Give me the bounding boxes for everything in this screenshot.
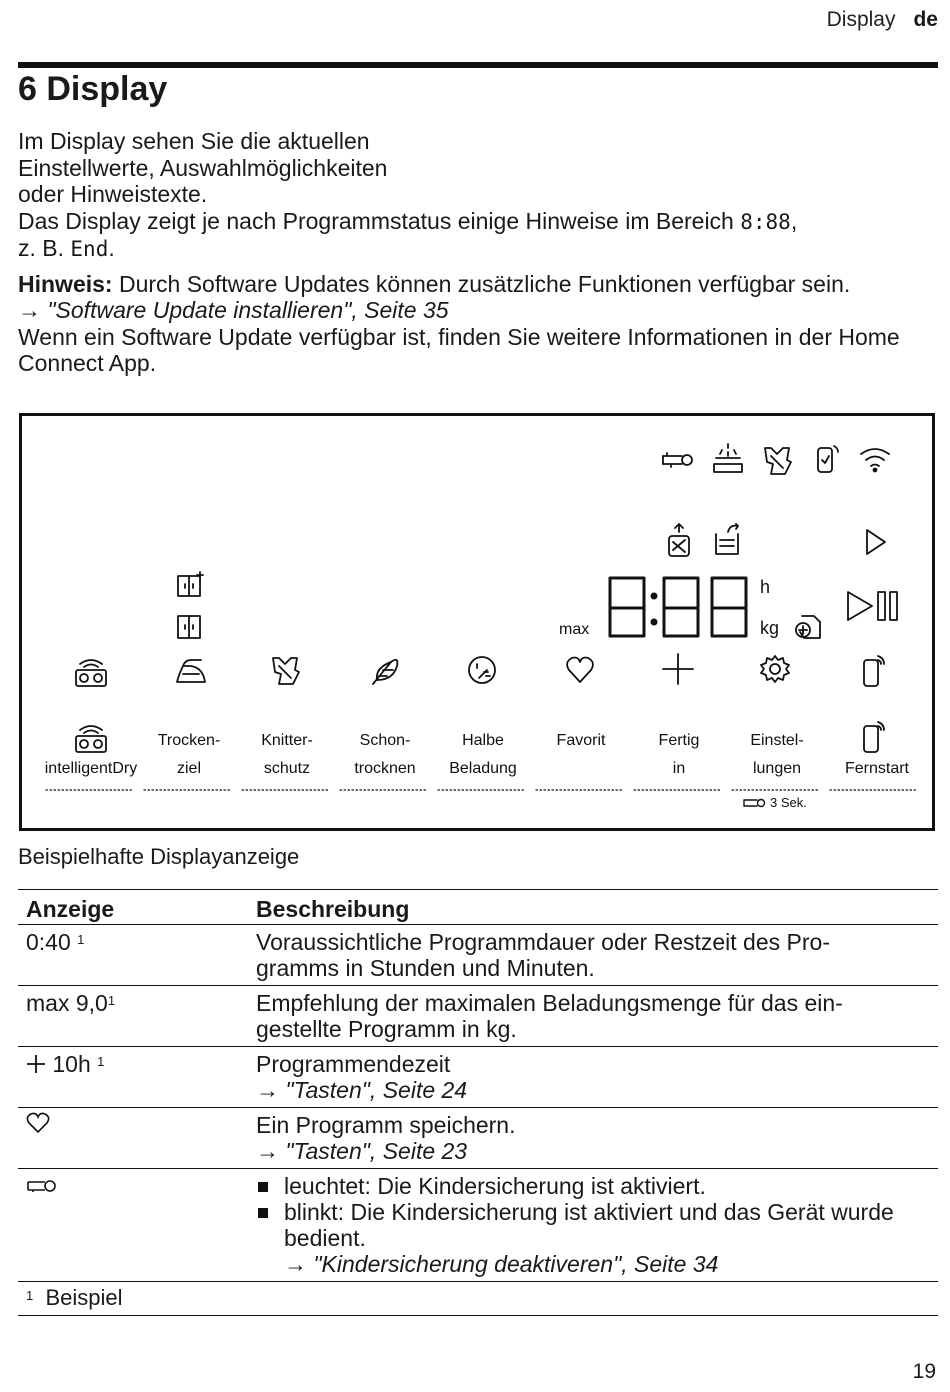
button-label-halbe-1: Halbe [462, 732, 504, 749]
water-container-icon [716, 524, 738, 554]
segment-end-sample: End [70, 237, 109, 261]
table-footnote-row [18, 1282, 938, 1316]
table-header-anzeige: Anzeige [18, 890, 248, 925]
p2-text-b: , [790, 207, 798, 234]
list-item: leuchtet: Die Kindersicherung ist aktiviert. [256, 1173, 930, 1199]
button-label-knitterschutz-1: Knitter- [261, 732, 313, 749]
button-label-fertig-1: Fertig [658, 732, 700, 749]
table-cell-beschreibung [248, 986, 938, 1047]
page-number: 19 [912, 1360, 936, 1383]
wifi-icon [861, 449, 889, 472]
button-label-fernstart: Fernstart [844, 760, 910, 777]
table-cell-anzeige [18, 1169, 248, 1282]
p2-text-c: z. B. [18, 235, 71, 261]
button-label-trockenziel-2: ziel [176, 760, 202, 777]
table-row [18, 1169, 938, 1282]
header-language: de [913, 8, 938, 31]
footnote-ref: 1 [107, 993, 116, 1008]
anzeige-value: max 9,0 [26, 990, 108, 1016]
wrinkle-icon [765, 448, 791, 474]
table-header-row [18, 890, 938, 925]
footnote-ref: 1 [97, 1054, 105, 1069]
intelligentdry-label-icon [76, 726, 106, 752]
heart-icon [26, 1112, 50, 1134]
button-label-halbe-2: Beladung [449, 760, 517, 777]
button-label-einstellungen-2: lungen [752, 760, 802, 777]
segment-digits [610, 578, 746, 636]
table-cell-anzeige [18, 925, 248, 986]
table-cell-beschreibung [248, 1108, 938, 1169]
table-cell-anzeige [18, 1108, 248, 1169]
table-cell-beschreibung [248, 925, 938, 986]
table-row [18, 986, 938, 1047]
tasten-link[interactable]: → "Tasten", Seite 23 [256, 1138, 468, 1164]
anzeige-value: 10h [52, 1051, 91, 1077]
table-row [18, 925, 938, 986]
iron-icon [177, 660, 205, 682]
intro-line-1: Im Display sehen Sie die aktuellen [18, 128, 370, 154]
button-label-einstellungen-1: Einstel- [750, 732, 804, 749]
door-plus-icon [178, 572, 203, 596]
button-label-favorit: Favorit [556, 732, 606, 749]
table-cell-anzeige [18, 986, 248, 1047]
header-rule [18, 62, 938, 68]
footnote-mark: 1 [26, 1288, 34, 1303]
heart-icon [567, 658, 593, 683]
steam-icon [714, 444, 742, 472]
running-header [827, 8, 938, 32]
table-cell-anzeige [18, 1047, 248, 1108]
note-text: Durch Software Updates können zusätzliche Funktionen verfügbar sein. [112, 270, 851, 297]
unit-hours: h [760, 577, 771, 597]
table-row [18, 1047, 938, 1108]
key-icon [663, 453, 692, 467]
display-illustration [22, 416, 932, 828]
button-label-knitterschutz-2: schutz [263, 760, 311, 777]
software-update-link[interactable]: → "Software Update installieren", Seite 35 [18, 297, 449, 323]
max-label: max [559, 621, 590, 638]
p2-text-a: Das Display zeigt je nach Programmstatus einige Hinweise im Bereich [18, 207, 741, 234]
hold-key-icon [744, 800, 765, 807]
unit-kg: kg [760, 618, 780, 638]
kindersicherung-link[interactable]: → "Kindersicherung deaktiveren", Seite 34 [284, 1251, 719, 1277]
segment-display-sample: 8:88 [740, 209, 791, 234]
hold-duration-label: 3 Sek. [770, 795, 807, 810]
list-item-text: blinkt: Die Kindersicherung ist aktiviert und das Gerät wurde bedient. [284, 1199, 894, 1251]
note-label: Hinweis: [18, 270, 113, 297]
beschreibung-line-1: Ein Programm speichern. [256, 1112, 516, 1138]
figure-caption: Beispielhafte Displayanzeige [18, 844, 300, 869]
intro-line-3: oder Hinweistexte. [18, 181, 208, 207]
gear-icon [761, 656, 789, 682]
note-paragraph [18, 271, 938, 298]
beschreibung-line-2: gestellte Programm in kg. [256, 1016, 517, 1042]
table-cell-beschreibung [248, 1169, 938, 1282]
footnote-ref: 1 [77, 932, 85, 947]
key-icon [26, 1178, 58, 1194]
display-panel [19, 413, 935, 831]
beschreibung-line-2: gramms in Stunden und Minuten. [256, 955, 595, 981]
table-footnote [18, 1282, 938, 1316]
list-item [256, 1199, 930, 1277]
tasten-link[interactable]: → "Tasten", Seite 24 [256, 1077, 468, 1103]
beschreibung-line-1: Programmendezeit [256, 1051, 451, 1077]
play-pause-icon [848, 592, 897, 620]
feather-icon [373, 660, 397, 684]
remote-start-icon [864, 656, 884, 686]
play-icon [867, 530, 885, 554]
p2-text-d: . [108, 235, 115, 261]
shirt-icon [273, 658, 299, 684]
beschreibung-line-1: Empfehlung der maximalen Beladungsmenge für das ein- [256, 990, 843, 1016]
button-label-fertig-2: in [672, 760, 686, 777]
button-label-trockenziel-1: Trocken- [157, 732, 221, 749]
button-label-intelligentdry: intelligentDry [44, 760, 138, 777]
chapter-title: 6 Display [18, 70, 168, 108]
intro-text [18, 128, 938, 377]
remote-start-label-icon [864, 722, 884, 752]
plus-icon [663, 654, 693, 684]
intro-line-2: Einstellwerte, Auswahlmöglichkeiten [18, 154, 388, 181]
kindersicherung-list [256, 1173, 930, 1277]
display-table [18, 889, 938, 1316]
filter-icon [669, 524, 689, 556]
table-cell-beschreibung [248, 1047, 938, 1108]
table-row [18, 1108, 938, 1169]
table-header-beschreibung: Beschreibung [248, 890, 938, 925]
half-load-icon [469, 657, 495, 683]
button-label-schontrocknen-1: Schon- [359, 732, 411, 749]
button-label-schontrocknen-2: trocknen [354, 760, 416, 777]
beschreibung-line-1: Voraussichtliche Programmdauer oder Restzeit des Pro- [256, 929, 830, 955]
auto-load-icon [796, 616, 820, 638]
intro-paragraph-3: Wenn ein Software Update verfügbar ist, finden Sie weitere Informationen in der Home Connect App. [18, 323, 900, 376]
footnote-text: Beispiel [45, 1285, 123, 1310]
intelligentdry-icon [76, 660, 106, 686]
intro-paragraph-2 [18, 208, 938, 263]
door-icon [178, 616, 200, 638]
plus-icon [26, 1054, 46, 1074]
anzeige-value: 0:40 [26, 929, 71, 955]
header-section: Display [826, 8, 896, 31]
remote-check-icon [818, 446, 838, 472]
